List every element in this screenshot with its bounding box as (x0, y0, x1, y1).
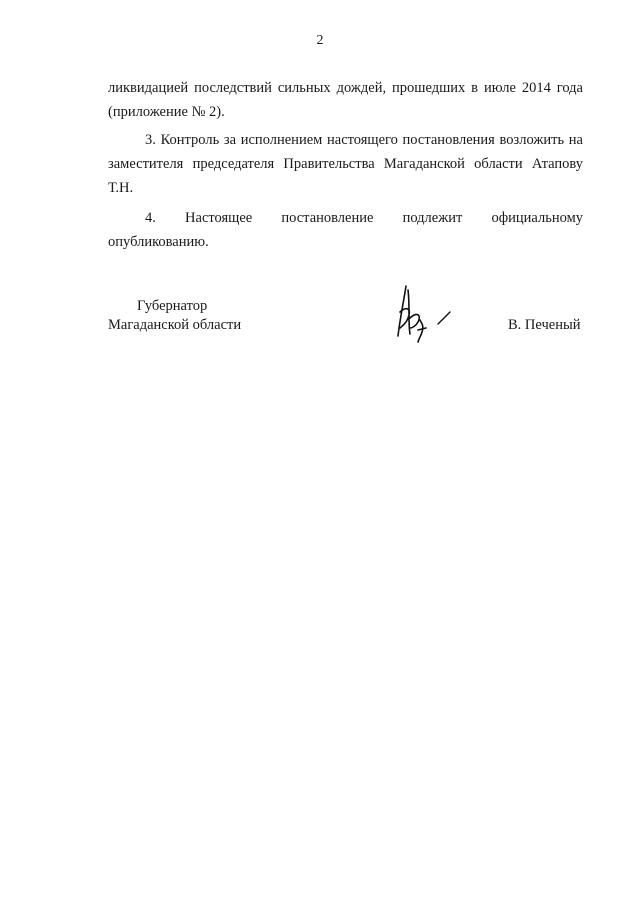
page-number: 2 (316, 33, 324, 48)
signatory-region: Магаданской области (108, 317, 242, 333)
paragraph-3-control: 3. Контроль за исполнением настоящего постановления возложить на заместителя председателя Правительства Магаданской области Атапову Т.Н. (108, 131, 583, 196)
paragraph-4-publication: 4. Настоящее постановление подлежит официальному опубликованию. (108, 209, 583, 250)
handwritten-signature (392, 278, 462, 348)
paragraph-continuation: ликвидацией последствий сильных дождей, прошедших в июле 2014 года (приложение № 2). (108, 79, 583, 120)
signatory-title: Губернатор (137, 298, 208, 314)
signatory-name: В. Печеный (508, 317, 581, 333)
